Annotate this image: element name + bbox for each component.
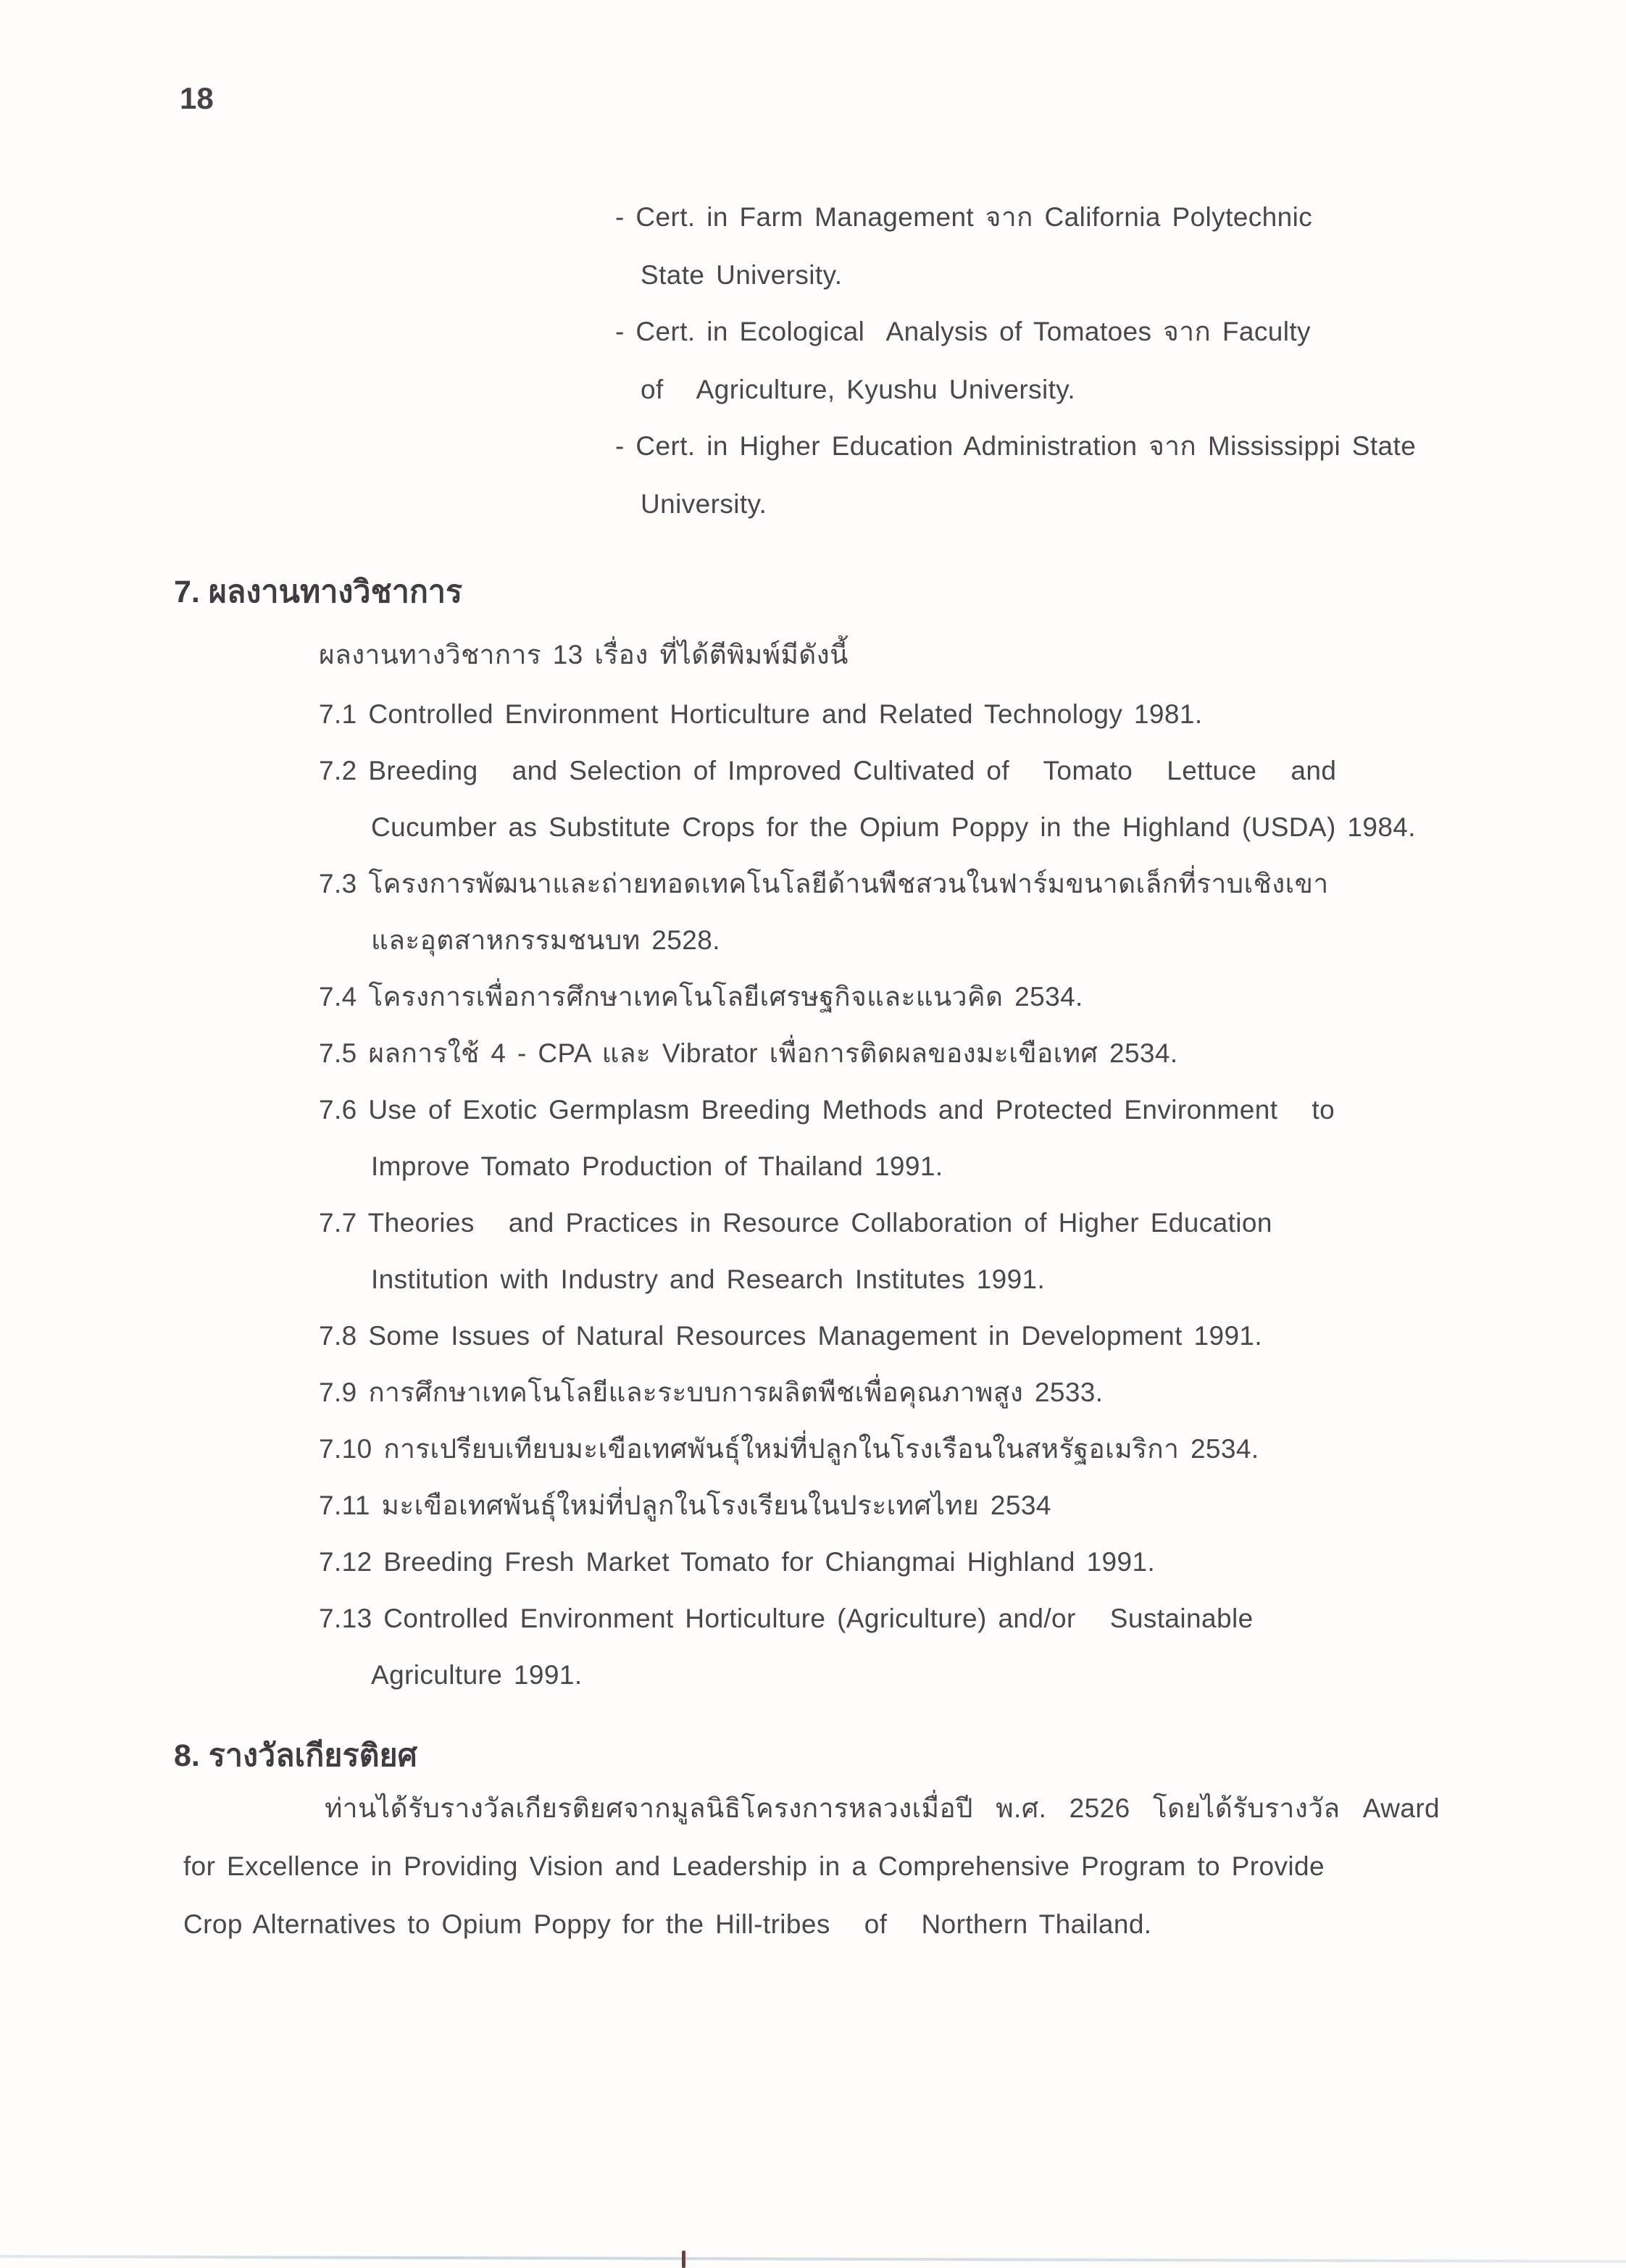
publication-item: 7.9 การศึกษาเทคโนโลยีและระบบการผลิตพืชเพื่อคุณภาพสูง 2533. <box>319 1377 1104 1407</box>
section7-intro: ผลงานทางวิชาการ 13 เรื่อง ที่ได้ตีพิมพ์มีดังนี้ <box>319 640 849 670</box>
cert-item-line-cont: University. <box>641 489 767 519</box>
award-paragraph-line: ท่านได้รับรางวัลเกียรติยศจากมูลนิธิโครงการหลวงเมื่อปี พ.ศ. 2526 โดยได้รับรางวัล Award <box>325 1793 1441 1823</box>
publication-item-cont: Agriculture 1991. <box>371 1660 583 1690</box>
publication-item: 7.4 โครงการเพื่อการศึกษาเทคโนโลยีเศรษฐกิจและแนวคิด 2534. <box>319 982 1083 1012</box>
publication-item: 7.3 โครงการพัฒนาและถ่ายทอดเทคโนโลยีด้านพืชสวนในฟาร์มขนาดเล็กที่ราบเชิงเขา <box>319 869 1329 899</box>
cert-item-line-cont: of Agriculture, Kyushu University. <box>641 375 1076 404</box>
section8-heading: 8. รางวัลเกียรติยศ <box>174 1738 417 1773</box>
award-paragraph-line: for Excellence in Providing Vision and Leadership in a Comprehensive Program to Provide <box>183 1851 1325 1881</box>
publication-item-cont: Institution with Industry and Research Institutes 1991. <box>371 1264 1046 1294</box>
page-number: 18 <box>180 81 214 115</box>
section7-heading: 7. ผลงานทางวิชาการ <box>174 575 463 609</box>
award-paragraph-line: Crop Alternatives to Opium Poppy for the Hill-tribes of Northern Thailand. <box>183 1909 1152 1939</box>
cert-item-line: - Cert. in Farm Management จาก California Polytechnic <box>615 202 1313 232</box>
publication-item-cont: Improve Tomato Production of Thailand 1991. <box>371 1151 943 1181</box>
scan-mark <box>682 2251 685 2268</box>
publication-item: 7.12 Breeding Fresh Market Tomato for Chiangmai Highland 1991. <box>319 1547 1156 1577</box>
publication-item: 7.1 Controlled Environment Horticulture and Related Technology 1981. <box>319 699 1203 729</box>
publication-item: 7.11 มะเขือเทศพันธุ์ใหม่ที่ปลูกในโรงเรียนในประเทศไทย 2534 <box>319 1491 1051 1520</box>
publication-item: 7.8 Some Issues of Natural Resources Management in Development 1991. <box>319 1321 1263 1351</box>
publication-item: 7.2 Breeding and Selection of Improved Cultivated of Tomato Lettuce and <box>319 756 1337 785</box>
cert-item-line-cont: State University. <box>641 260 843 290</box>
publication-item: 7.10 การเปรียบเทียบมะเขือเทศพันธุ์ใหม่ที่ปลูกในโรงเรือนในสหรัฐอเมริกา 2534. <box>319 1434 1259 1464</box>
publication-item: 7.7 Theories and Practices in Resource Collaboration of Higher Education <box>319 1208 1272 1238</box>
cert-item-line: - Cert. in Higher Education Administration จาก Mississippi State <box>615 431 1417 461</box>
publication-item-cont: Cucumber as Substitute Crops for the Opium Poppy in the Highland (USDA) 1984. <box>371 812 1416 842</box>
publication-item: 7.13 Controlled Environment Horticulture (Agriculture) and/or Sustainable <box>319 1604 1254 1633</box>
publication-item-cont: และอุตสาหกรรมชนบท 2528. <box>371 925 720 955</box>
publication-item: 7.5 ผลการใช้ 4 - CPA และ Vibrator เพื่อการติดผลของมะเขือเทศ 2534. <box>319 1038 1178 1068</box>
publication-item: 7.6 Use of Exotic Germplasm Breeding Methods and Protected Environment to <box>319 1095 1335 1125</box>
cert-item-line: - Cert. in Ecological Analysis of Tomatoes จาก Faculty <box>615 317 1311 346</box>
scan-edge-line <box>0 2255 1626 2263</box>
